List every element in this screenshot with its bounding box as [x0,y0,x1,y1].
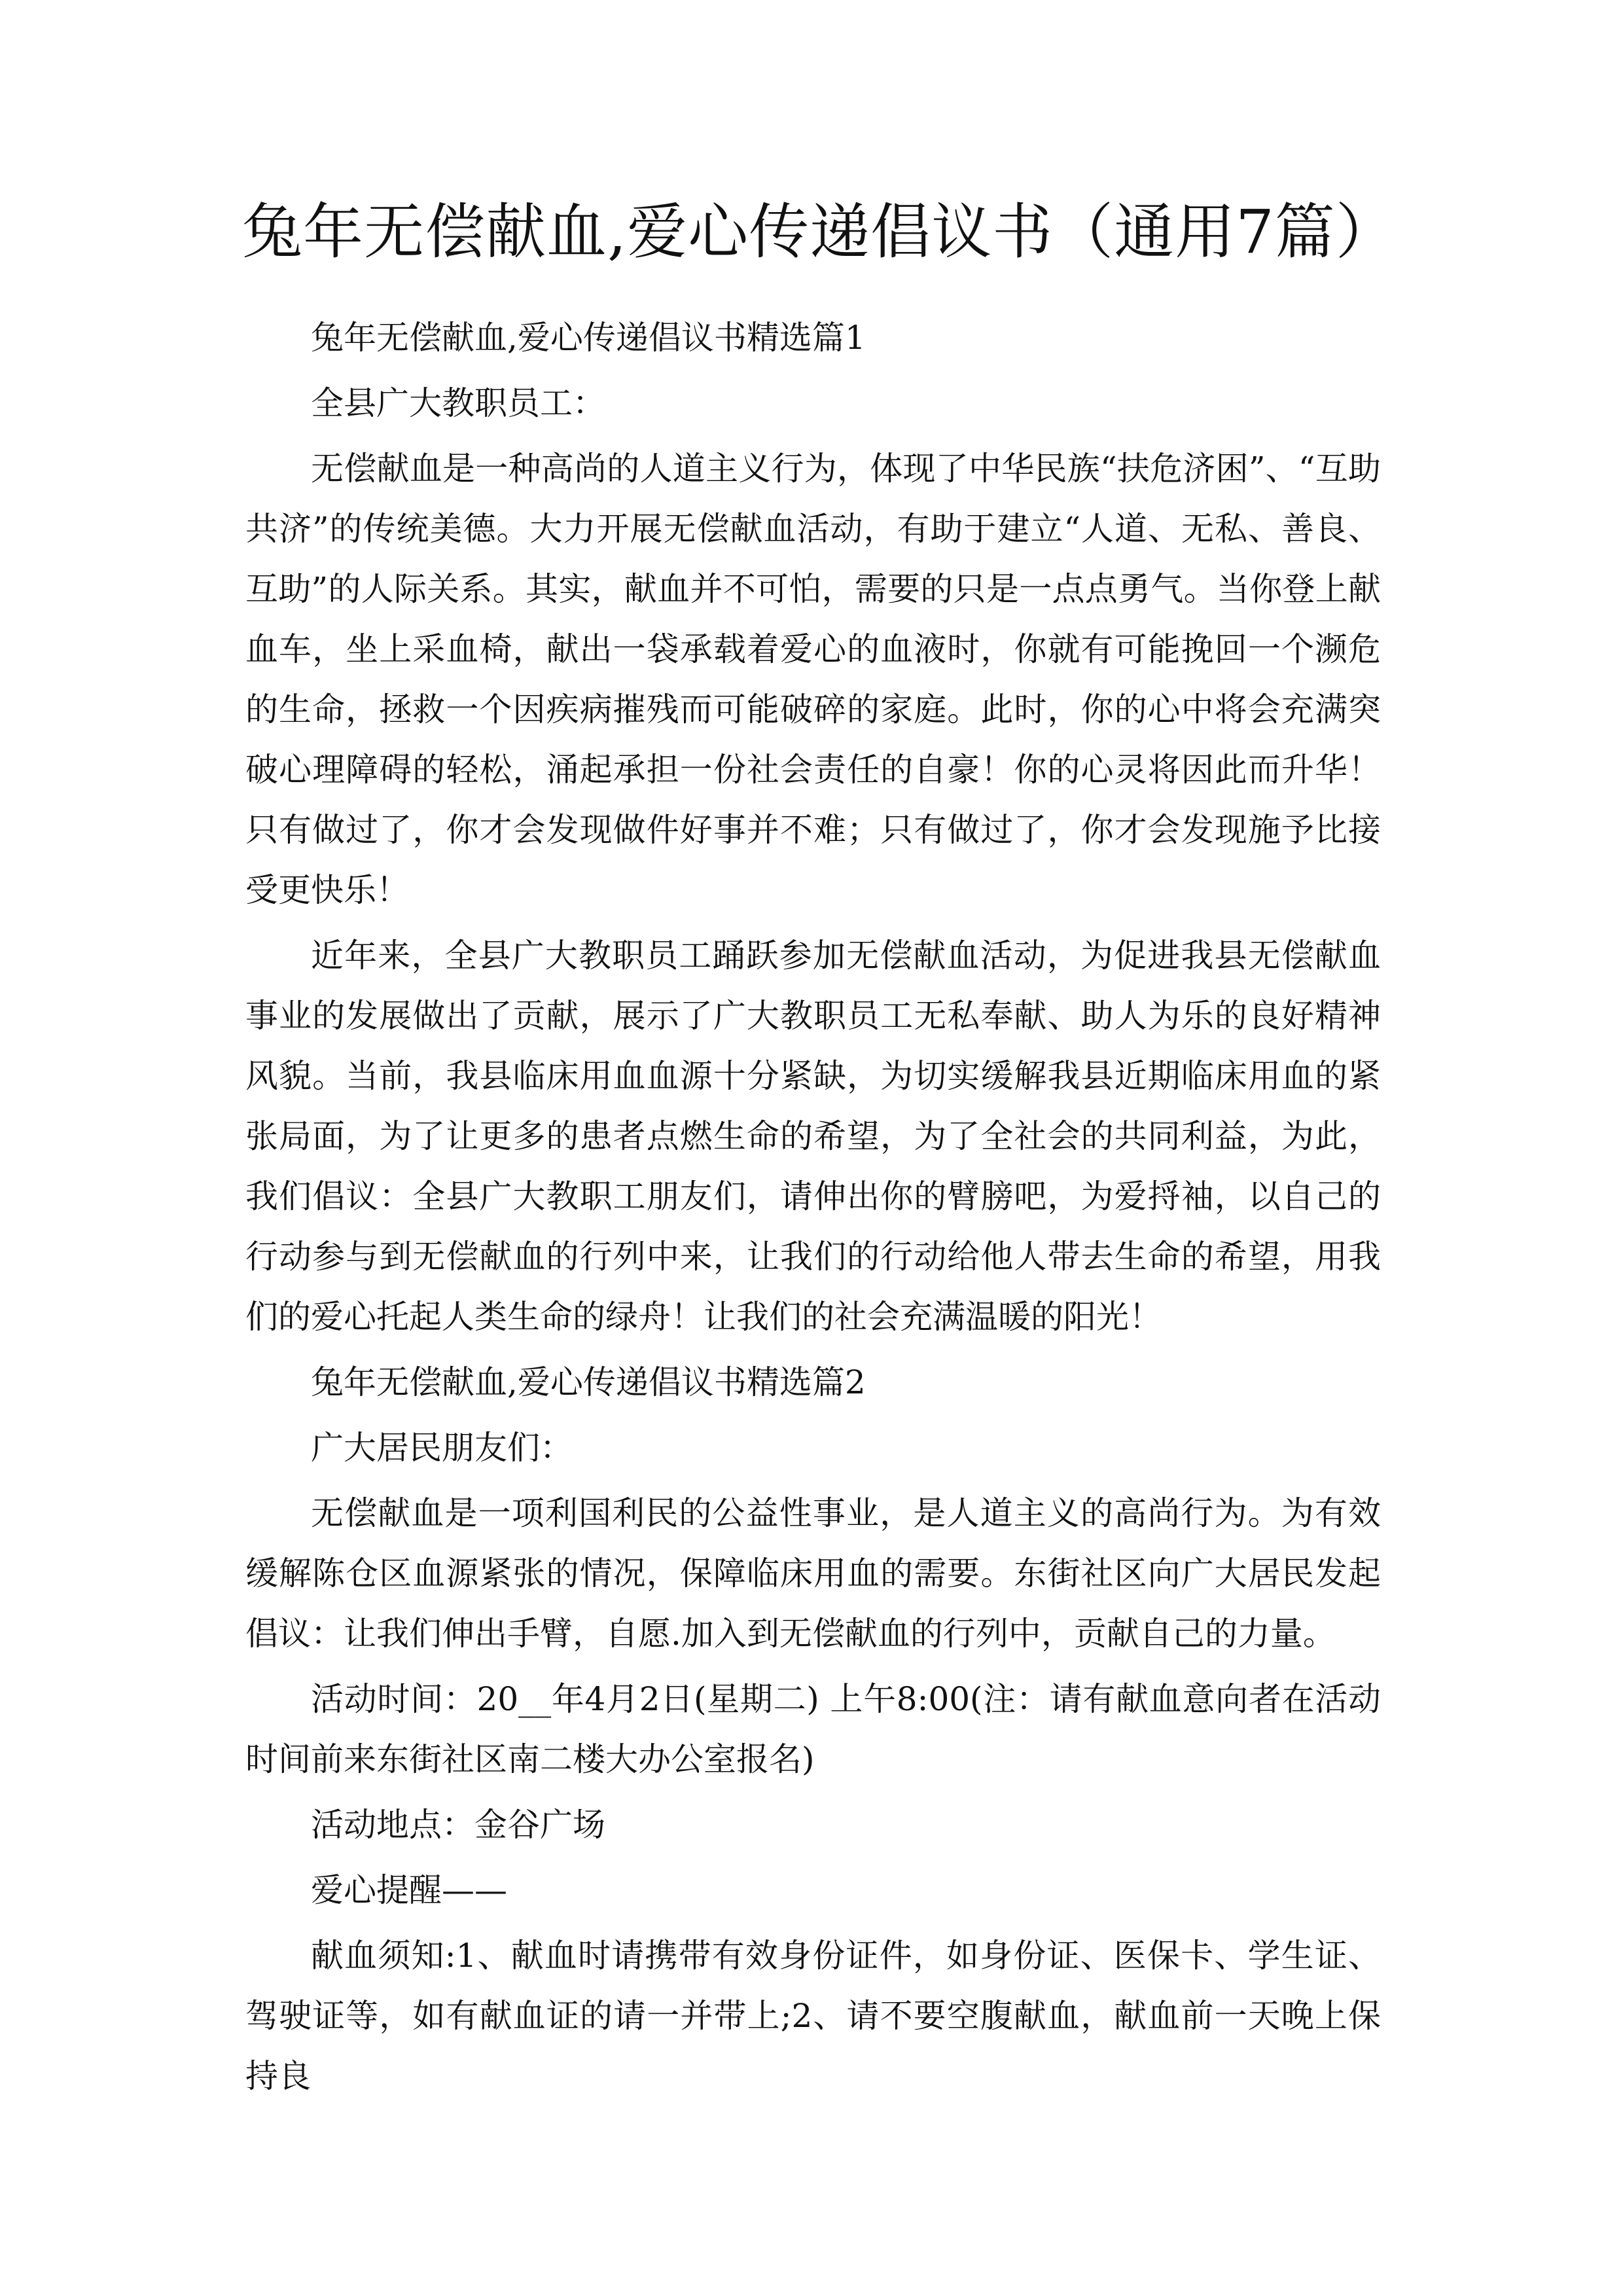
section-heading-1: 兔年无偿献血,爱心传递倡议书精选篇1 [311,319,866,357]
section-heading-2: 兔年无偿献血,爱心传递倡议书精选篇2 [311,1363,866,1401]
activity-location: 活动地点：金谷广场 [311,1806,605,1844]
body-paragraph: 无偿献血是一项利国利民的公益性事业，是人道主义的高尚行为。为有效缓解陈仓区血源紧张的情况，保障临床用血的需要。东街社区向广大居民发起倡议：让我们伸出手臂，自愿.加入到无偿献血的行列中，贡献自己的力量。 [245,1494,1381,1653]
document-title: 兔年无偿献血,爱心传递倡议书（通用7篇） [242,197,1397,267]
body-paragraph: 近年来，全县广大教职员工踊跃参加无偿献血活动，为促进我县无偿献血事业的发展做出了贡献，展示了广大教职员工无私奉献、助人为乐的良好精神风貌。当前，我县临床用血血源十分紧缺，为切实缓解我县近期临床用血的紧张局面，为了让更多的患者点燃生命的希望，为了全社会的共同利益，为此，我们倡议：全县广大教职工朋友们，请伸出你的臂膀吧，为爱捋袖，以自己的行动参与到无偿献血的行列中来，让我们的行动给他人带去生命的希望，用我们的爱心托起人类生命的绿舟！让我们的社会充满温暖的阳光！ [245,937,1381,1336]
donation-notice: 献血须知:1、献血时请携带有效身份证件，如身份证、医保卡、学生证、驾驶证等，如有献血证的请一并带上;2、请不要空腹献血，献血前一天晚上保持良 [245,1937,1381,2095]
document-body [245,308,1381,2111]
love-reminder: 爱心提醒—— [311,1871,507,1909]
salutation-1: 全县广大教职员工： [311,384,605,422]
activity-time: 活动时间：20__年4月2日(星期二) 上午8:00(注：请有献血意向者在活动时间前来东街社区南二楼大办公室报名) [245,1680,1381,1778]
salutation-2: 广大居民朋友们： [311,1429,573,1467]
body-paragraph: 无偿献血是一种高尚的人道主义行为，体现了中华民族“扶危济困”、“互助共济”的传统美德。大力开展无偿献血活动，有助于建立“人道、无私、善良、互助”的人际关系。其实，献血并不可怕，需要的只是一点点勇气。当你登上献血车，坐上采血椅，献出一袋承载着爱心的血液时，你就有可能挽回一个濒危的生命，拯救一个因疾病摧残而可能破碎的家庭。此时，你的心中将会充满突破心理障碍的轻松，涌起承担一份社会责任的自豪！你的心灵将因此而升华！只有做过了，你才会发现做件好事并不难；只有做过了，你才会发现施予比接受更快乐！ [245,450,1381,909]
